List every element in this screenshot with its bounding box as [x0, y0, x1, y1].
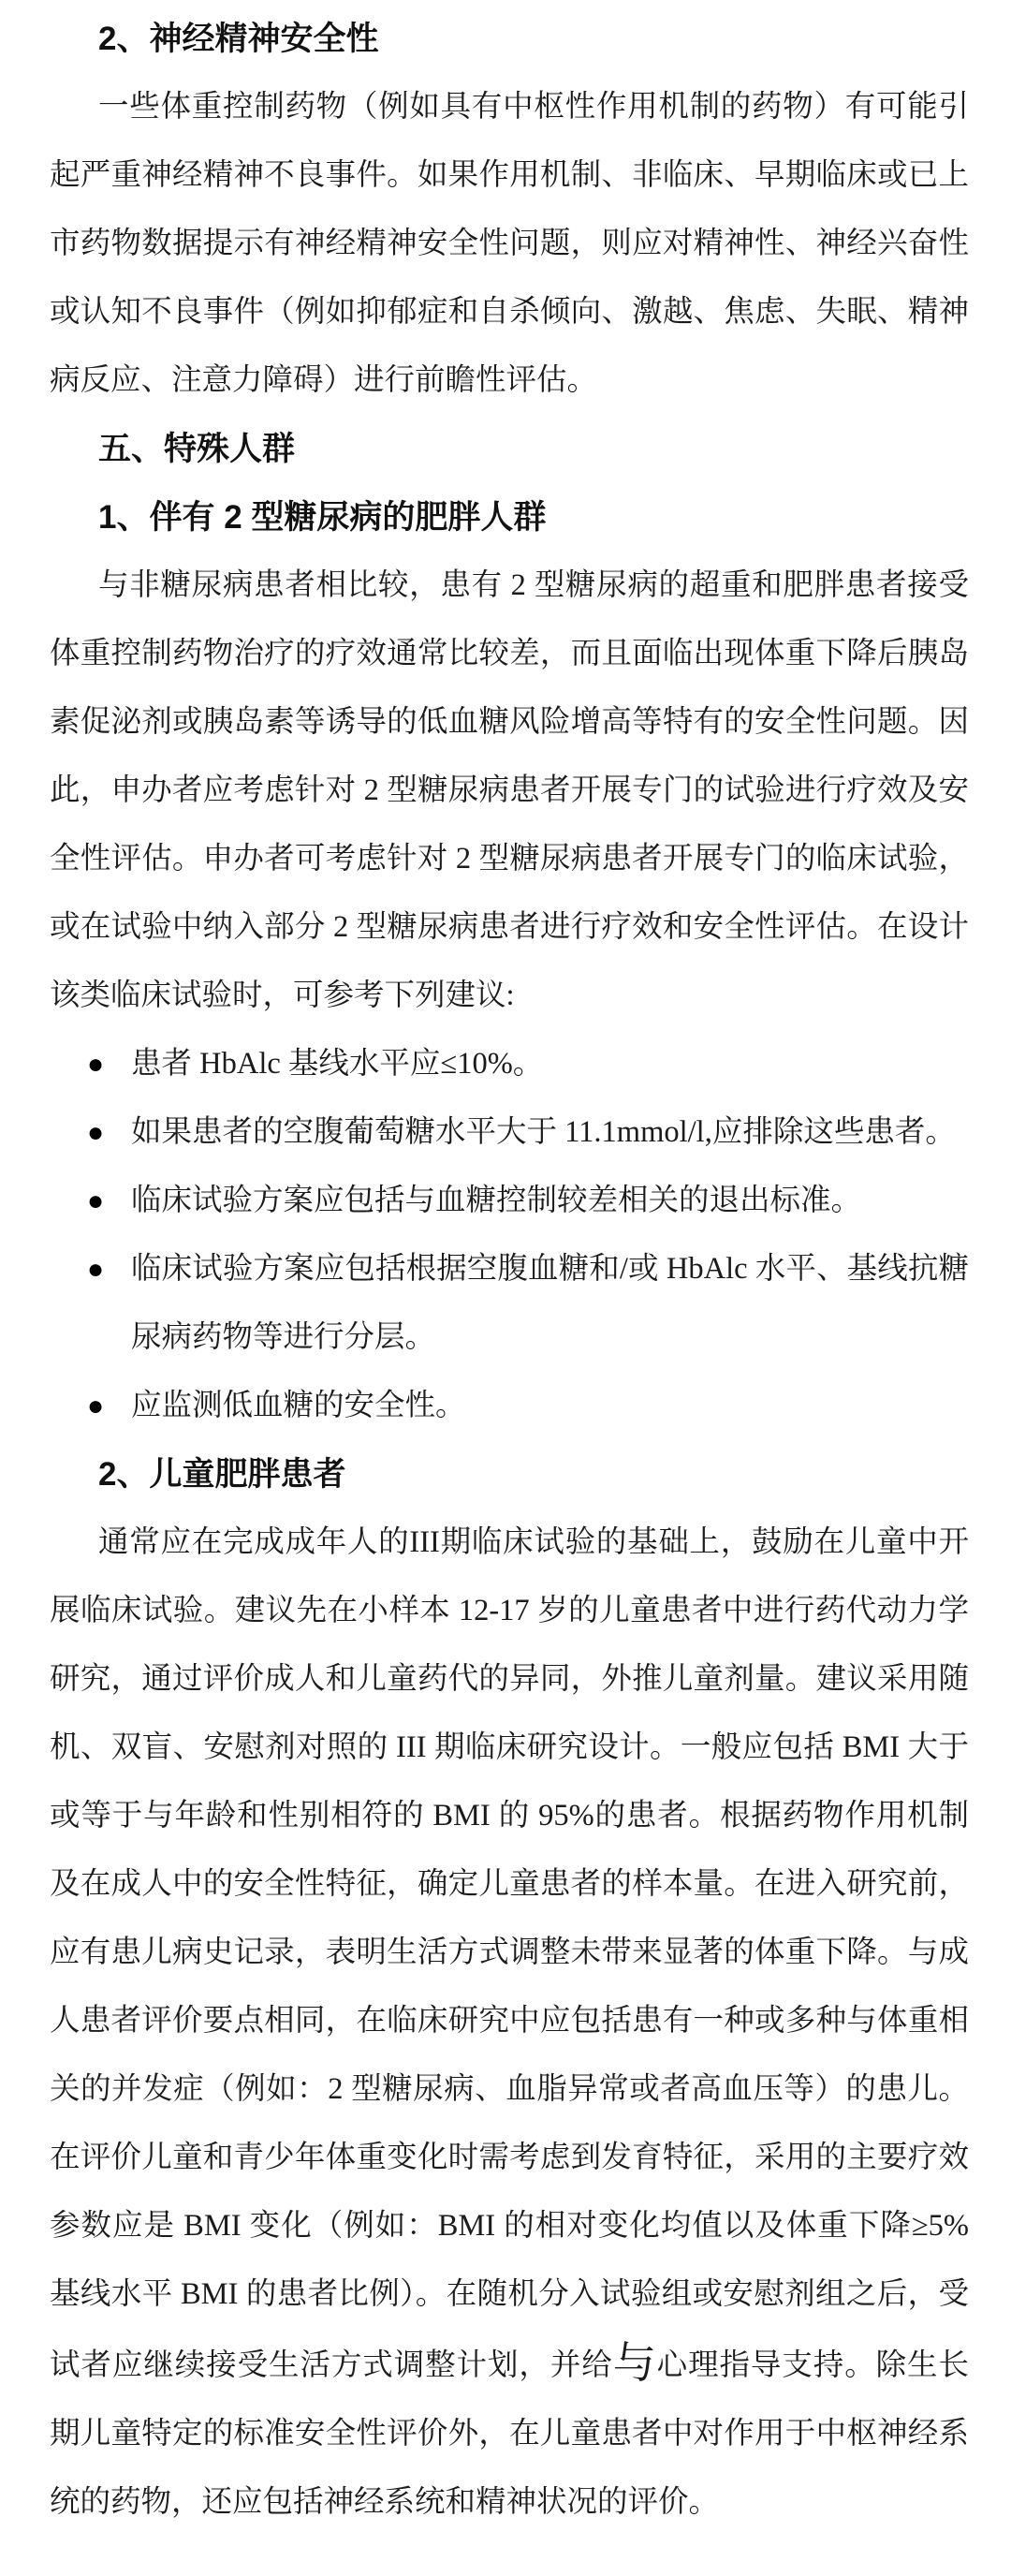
list-item-stratification — [50, 1235, 969, 1372]
bullet-dot-icon: ● — [87, 1254, 105, 1285]
bullet-dot-icon: ● — [87, 1391, 105, 1421]
bullet-dot-icon: ● — [87, 1117, 105, 1148]
list-item-hypoglycemia-monitoring — [50, 1372, 969, 1440]
heading-special-populations: 五、特殊人群 — [98, 431, 296, 467]
list-item-text: 临床试验方案应包括与血糖控制较差相关的退出标准。 — [131, 1184, 862, 1217]
paragraph-pediatric-text-part1: 通常应在完成成年人的III期临床试验的基础上，鼓励在儿童中开展临床试验。建议先在小样本 12-17 岁的儿童患者中进行药代动力学研究，通过评价成人和儿童药代的异同，外推儿童剂量。建议采用随机、双盲、安慰剂对照的 III 期临床研究设计。一般应包括 BMI 大于或等于与年龄和性别相符的 BMI 的 95%的患者。根据药物作用机制及在成人中的安全性特征，确定儿童患者的样本量。在进入研究前，应有患儿病史记录，表明生活方式调整未带来显著的体重下降。与成人患者评价要点相同，在临床研究中应包括患有一种或多种与体重相关的并发症（例如：2 型糖尿病、血脂异常或者高血压等）的患儿。在评价儿童和青少年体重变化时需考虑到发育特征，采用的主要疗效参数应是 BMI 变化（例如：BMI 的相对变化均值以及体重下降≥5%基线水平 BMI 的患者比例）。在随机分入试验组或安慰剂组之后，受试者应继续接受生活方式调整计划，并给 — [50, 1525, 969, 2382]
recommendation-list — [50, 1030, 969, 1440]
list-item-withdrawal-criteria — [50, 1167, 969, 1235]
bullet-dot-icon: ● — [87, 1049, 105, 1080]
paragraph-neuropsychiatric-safety: 一些体重控制药物（例如具有中枢性作用机制的药物）有可能引起严重神经精神不良事件。如果作用机制、非临床、早期临床或已上市药物数据提示有神经精神安全性问题，则应对精神性、神经兴奋性或认知不良事件（例如抑郁症和自杀倾向、激越、焦虑、失眠、精神病反应、注意力障碍）进行前瞻性评估。 — [50, 90, 969, 397]
paragraph-pediatric-text-part2: 心理指导支持。除生长期儿童特定的标准安全性评价外，在儿童患者中对作用于中枢神经系统的药物，还应包括神经系统和精神状况的评价。 — [50, 2348, 969, 2519]
list-item-fasting-glucose-exclusion — [50, 1098, 969, 1167]
paragraph-type2-diabetes: 与非糖尿病患者相比较，患有 2 型糖尿病的超重和肥胖患者接受体重控制药物治疗的疗效通常比较差，而且面临出现体重下降后胰岛素促泌剂或胰岛素等诱导的低血糖风险增高等特有的安全性问题。因此，申办者应考虑针对 2 型糖尿病患者开展专门的试验进行疗效及安全性评估。申办者可考虑针对 2 型糖尿病患者开展专门的临床试验，或在试验中纳入部分 2 型糖尿病患者进行疗效和安全性评估。在设计该类临床试验时，可参考下列建议: — [50, 568, 969, 1012]
bullet-dot-icon: ● — [87, 1185, 105, 1216]
list-item-hba1c-baseline — [50, 1030, 969, 1098]
heading-obese-with-type2-diabetes: 1、伴有 2 型糖尿病的肥胖人群 — [98, 499, 547, 536]
list-item-text: 应监测低血糖的安全性。 — [131, 1389, 466, 1422]
oversized-yu-character: 与 — [612, 2338, 657, 2387]
list-item-text: 患者 HbAlc 基线水平应≤10%。 — [131, 1047, 544, 1081]
heading-pediatric-obese-patients: 2、儿童肥胖患者 — [98, 1456, 346, 1493]
list-item-text: 如果患者的空腹葡萄糖水平大于 11.1mmol/l,应排除这些患者。 — [131, 1115, 956, 1149]
paragraph-pediatric-obese — [50, 1509, 969, 2537]
list-item-text: 临床试验方案应包括根据空腹血糖和/或 HbAlc 水平、基线抗糖尿病药物等进行分层。 — [131, 1252, 969, 1354]
document-content — [50, 5, 969, 2537]
heading-neuropsychiatric-safety: 2、神经精神安全性 — [98, 21, 379, 57]
